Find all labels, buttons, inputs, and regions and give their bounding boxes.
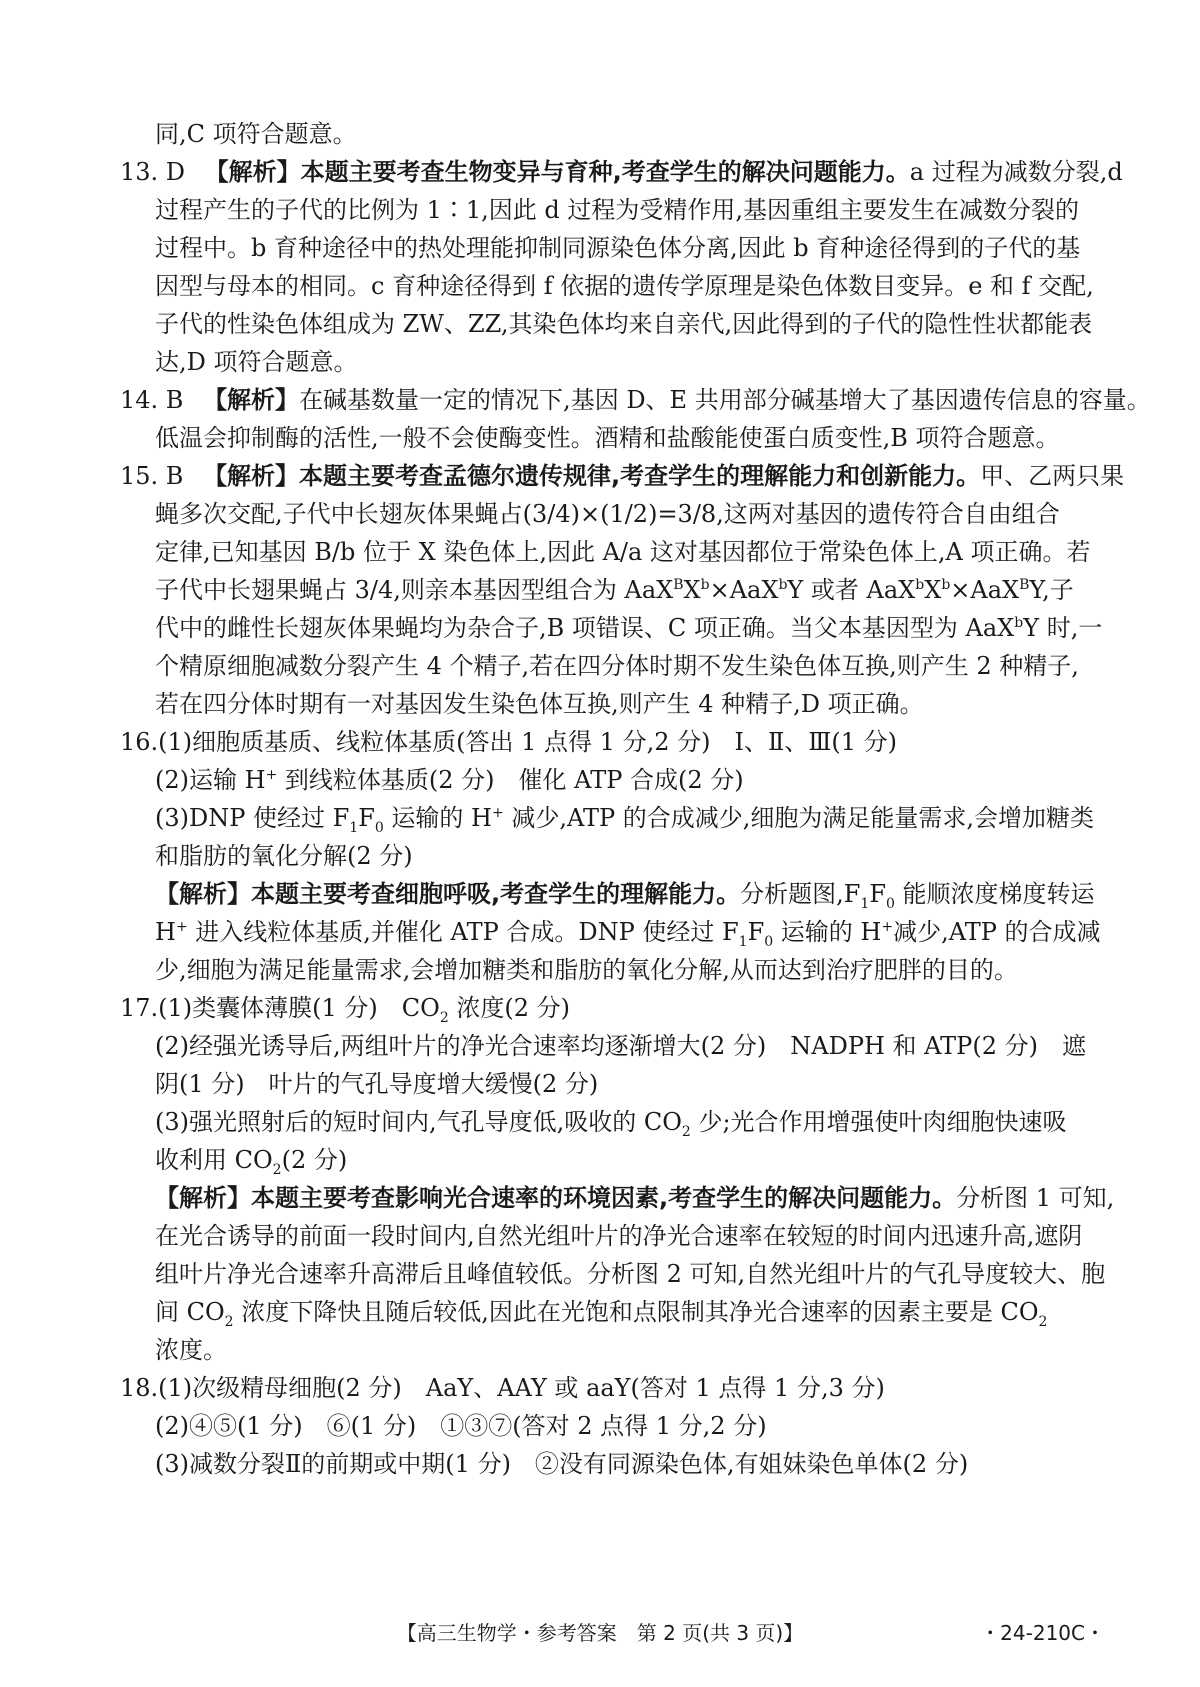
text-run: 在光合诱导的前面一段时间内,自然光组叶片的净光合速率在较短的时间内迅速升高,遮阴 (155, 1222, 1083, 1250)
superscript: b (778, 577, 788, 593)
text-line (155, 687, 924, 721)
text-run: F (358, 804, 375, 832)
text-run: 代中的雌性长翅灰体果蝇均为杂合子,B 项错误、C 项正确。当父本基因型为 AaX (155, 614, 1015, 642)
text-run: 少,细胞为满足能量需求,会增加糖类和脂肪的氧化分解,从而达到治疗肥胖的目的。 (155, 956, 1018, 984)
superscript: + (265, 767, 278, 783)
text-line (155, 193, 1079, 227)
analysis-heading: 【解析】 (215, 386, 300, 414)
text-run: 18.(1)次级精母细胞(2 分) AaY、AAY 或 aaY(答对 1 点得 1 分,3 分) (120, 1374, 885, 1402)
text-run: 17.(1)类囊体薄膜(1 分) CO (120, 994, 440, 1022)
superscript: B (673, 577, 684, 593)
superscript: b (941, 577, 951, 593)
text-run: 和脂肪的氧化分解(2 分) (155, 842, 413, 870)
text-line (155, 1447, 968, 1481)
text-line (155, 231, 1080, 265)
text-line (120, 459, 1124, 493)
subscript: 2 (1038, 1313, 1048, 1330)
text-run: 收利用 CO (155, 1146, 273, 1174)
text-line (155, 1257, 1105, 1291)
superscript: + (881, 919, 894, 935)
analysis-heading: 【解析】本题主要考查细胞呼吸,考查学生的理解能力。 (155, 880, 741, 908)
text-line (155, 611, 1102, 645)
text-run: 16.(1)细胞质基质、线粒体基质(答出 1 点得 1 分,2 分) Ⅰ、Ⅱ、Ⅲ(1 分) (120, 728, 898, 756)
superscript: B (1019, 577, 1030, 593)
text-run: (2)经强光诱导后,两组叶片的净光合速率均逐渐增大(2 分) NADPH 和 ATP(2 分) 遮 (155, 1032, 1086, 1060)
text-line (155, 839, 413, 873)
text-run: 14. B (120, 386, 216, 414)
text-run: 同,C 项符合题意。 (155, 120, 357, 148)
text-line (155, 1333, 227, 1367)
text-line (155, 497, 1060, 531)
text-line (155, 1295, 1047, 1329)
subscript: 0 (374, 819, 384, 836)
text-run: 15. B (120, 462, 216, 490)
text-line (155, 345, 358, 379)
subscript: 2 (681, 1123, 691, 1140)
text-run: 浓度。 (155, 1336, 227, 1364)
text-line (120, 383, 1151, 417)
text-run: (2)运输 H (155, 766, 266, 794)
footer-title: 【高三生物学・参考答案 第 2 页(共 3 页)】 (396, 1621, 804, 1645)
text-line (155, 117, 357, 151)
text-run: ×AaX (709, 576, 779, 604)
text-run: 过程中。b 育种途径中的热处理能抑制同源染色体分离,因此 b 育种途径得到的子代的基 (155, 234, 1081, 262)
text-run: (2)④⑤(1 分) ⑥(1 分) ①③⑦(答对 2 点得 1 分,2 分) (155, 1412, 767, 1440)
text-run: 能顺浓度梯度转运 (894, 880, 1095, 908)
text-run: 在碱基数量一定的情况下,基因 D、E 共用部分碱基增大了基因遗传信息的容量。 (299, 386, 1151, 414)
subscript: 2 (439, 1009, 449, 1026)
text-line (155, 573, 1074, 607)
text-run: F (747, 918, 765, 946)
text-run: 运输的 H (383, 804, 492, 832)
text-line (155, 877, 1095, 911)
text-run: 甲、乙两只果 (980, 462, 1125, 490)
text-line (155, 801, 1094, 835)
footer-code: ・24-210C・ (980, 1621, 1105, 1645)
text-run: a 过程为减数分裂,d (909, 158, 1123, 186)
text-run: 蝇多次交配,子代中长翅灰体果蝇占(3/4)×(1/2)=3/8,这两对基因的遗传符合自由组合 (155, 500, 1060, 528)
text-line (155, 421, 1060, 455)
text-run: X (683, 576, 701, 604)
text-run: 分析题图,F (740, 880, 861, 908)
subscript: 0 (764, 933, 774, 950)
superscript: b (915, 577, 925, 593)
subscript: 1 (349, 819, 359, 836)
text-line (155, 915, 1101, 949)
text-run: 个精原细胞减数分裂产生 4 个精子,若在四分体时期不发生染色体互换,则产生 2 种精子, (155, 652, 1079, 680)
text-line (155, 307, 1092, 341)
text-line (155, 1105, 1067, 1139)
subscript: 2 (224, 1313, 234, 1330)
text-line (155, 269, 1094, 303)
text-run: 浓度(2 分) (448, 994, 571, 1022)
text-run: 进入线粒体基质,并催化 ATP 合成。DNP 使经过 F (187, 918, 739, 946)
text-line (155, 535, 1091, 569)
text-line (155, 763, 744, 797)
text-run: X (924, 576, 942, 604)
text-run: 减少,ATP 的合成减 (893, 918, 1101, 946)
page-footer (0, 1616, 1200, 1650)
analysis-heading: 【解析】本题主要考查孟德尔遗传规律,考查学生的理解能力和创新能力。 (215, 462, 981, 490)
text-run: 13. D (120, 158, 217, 186)
text-run: (3)DNP 使经过 F (155, 804, 350, 832)
text-run: 减少,ATP 的合成减少,细胞为满足能量需求,会增加糖类 (503, 804, 1095, 832)
text-line (155, 1219, 1082, 1253)
text-run: 到线粒体基质(2 分) 催化 ATP 合成(2 分) (277, 766, 744, 794)
text-line (120, 725, 897, 759)
text-run: 浓度下降快且随后较低,因此在光饱和点限制其净光合速率的因素主要是 CO (233, 1298, 1039, 1326)
superscript: b (700, 577, 710, 593)
text-run: 运输的 H (773, 918, 882, 946)
subscript: 2 (272, 1161, 282, 1178)
subscript: 1 (738, 933, 748, 950)
text-run: 因型与母本的相同。c 育种途径得到 f 依据的遗传学原理是染色体数目变异。e 和 f 交配, (155, 272, 1094, 300)
analysis-heading: 【解析】本题主要考查影响光合速率的环境因素,考查学生的解决问题能力。 (155, 1184, 957, 1212)
superscript: b (1014, 615, 1024, 631)
text-line (155, 1409, 767, 1443)
text-run: ×AaX (950, 576, 1020, 604)
superscript: + (491, 805, 504, 821)
text-line (155, 1067, 598, 1101)
text-line (155, 1143, 347, 1177)
superscript: + (175, 919, 188, 935)
analysis-heading: 【解析】本题主要考查生物变异与育种,考查学生的解决问题能力。 (216, 158, 910, 186)
text-run: 子代的性染色体组成为 ZW、ZZ,其染色体均来自亲代,因此得到的子代的隐性性状都能表 (155, 310, 1093, 338)
subscript: 1 (860, 895, 870, 912)
text-run: 组叶片净光合速率升高滞后且峰值较低。分析图 2 可知,自然光组叶片的气孔导度较大、胞 (155, 1260, 1106, 1288)
text-run: 分析图 1 可知, (956, 1184, 1115, 1212)
text-line (155, 1181, 1114, 1215)
text-run: H (155, 918, 176, 946)
text-run: 达,D 项符合题意。 (155, 348, 358, 376)
text-run: 阴(1 分) 叶片的气孔导度增大缓慢(2 分) (155, 1070, 599, 1098)
text-line (120, 991, 570, 1025)
text-run: 子代中长翅果蝇占 3/4,则亲本基因型组合为 AaX (155, 576, 674, 604)
text-run: 低温会抑制酶的活性,一般不会使酶变性。酒精和盐酸能使蛋白质变性,B 项符合题意。 (155, 424, 1060, 452)
text-line (120, 1371, 885, 1405)
text-line (155, 649, 1079, 683)
text-run: Y,子 (1029, 576, 1074, 604)
text-run: Y 或者 AaX (787, 576, 916, 604)
text-run: 过程产生的子代的比例为 1∶1,因此 d 过程为受精作用,基因重组主要发生在减数分裂的 (155, 196, 1080, 224)
text-line (155, 953, 1018, 987)
text-run: 少;光合作用增强使叶肉细胞快速吸 (690, 1108, 1067, 1136)
text-run: (2 分) (281, 1146, 348, 1174)
text-run: 定律,已知基因 B/b 位于 X 染色体上,因此 A/a 这对基因都位于常染色体上,A 项正确。若 (155, 538, 1091, 566)
text-run: 间 CO (155, 1298, 225, 1326)
text-line (155, 1029, 1086, 1063)
text-run: Y 时,一 (1023, 614, 1103, 642)
text-line (120, 155, 1123, 189)
text-run: F (869, 880, 886, 908)
text-run: (3)减数分裂Ⅱ的前期或中期(1 分) ②没有同源染色体,有姐妹染色单体(2 分) (155, 1450, 969, 1478)
text-run: (3)强光照射后的短时间内,气孔导度低,吸收的 CO (155, 1108, 682, 1136)
subscript: 0 (885, 895, 895, 912)
text-run: 若在四分体时期有一对基因发生染色体互换,则产生 4 种精子,D 项正确。 (155, 690, 924, 718)
